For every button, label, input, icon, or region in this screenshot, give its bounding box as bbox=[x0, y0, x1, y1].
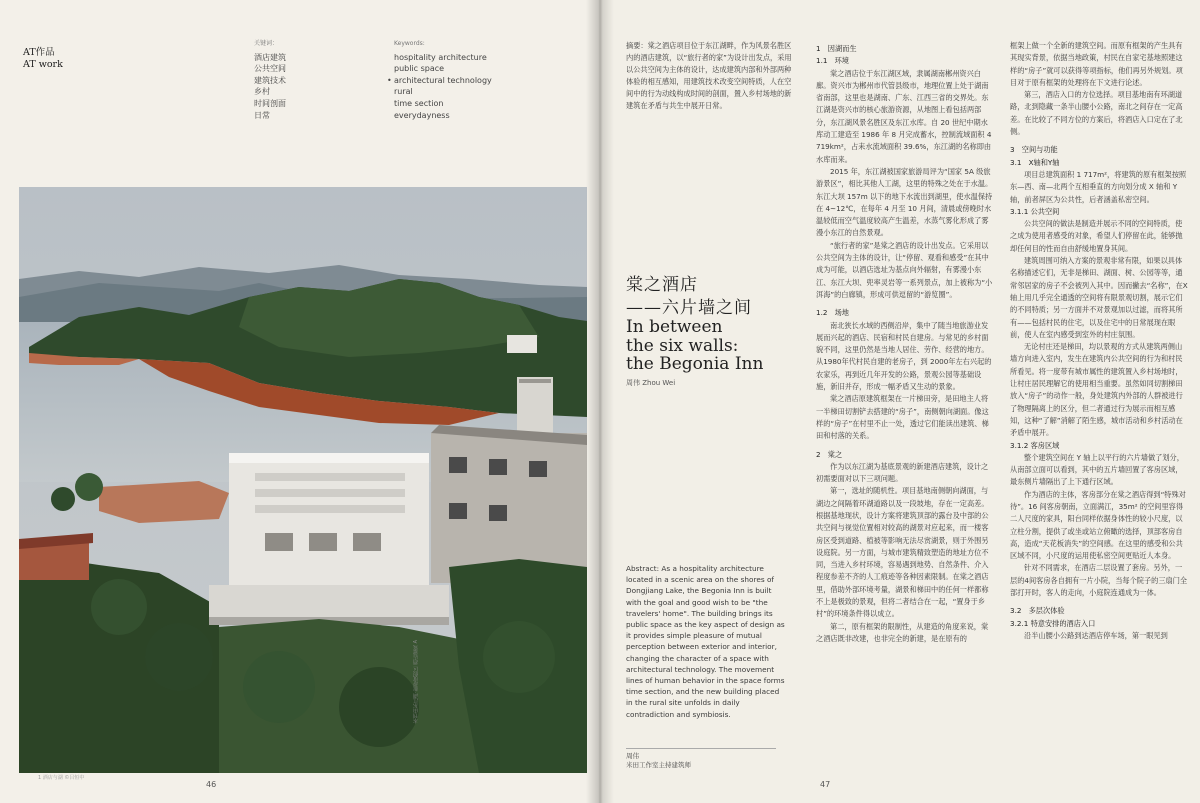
photo-caption: 1 酒店与湖 ©吕恒中 bbox=[38, 775, 85, 781]
body-paragraph: 第二，原有框架的限制性，从建造的角度来说，棠之酒店既非改建，也非完全的新建，是在原有的 bbox=[816, 621, 989, 643]
section-label-cn: AT作品 bbox=[23, 47, 55, 58]
author-bio bbox=[626, 748, 776, 770]
page-number-right: 47 bbox=[820, 780, 831, 789]
photo-side-caption: 本刊由东江湖·旅游度假区 酒店建筑 A bbox=[413, 640, 419, 724]
subsection-heading: 1.1 环境 bbox=[816, 56, 849, 66]
body-column-2 bbox=[1010, 40, 1188, 642]
lake-village-illustration bbox=[19, 187, 587, 773]
keyword-en-text: hospitality architecture bbox=[394, 52, 487, 62]
abstract-en: Abstract: As a hospitality architecture located in a scenic area on the shores of Dongjiang Lake, the Begonia Inn is built with the goal and good wish to be "the travelers' home". The building brings its public space as the key aspect of design as it provides simple pleasure of mutual perception between exterior and interior, changing the character of a space with architectural technology. The movement lines of human behavior in the space forms time section, and the new building placed in the rural site unfolds in daily contradiction and symbiosis. bbox=[626, 564, 785, 719]
keyword-en bbox=[394, 98, 492, 110]
body-column-1 bbox=[816, 40, 994, 645]
right-page bbox=[598, 0, 1200, 803]
title-cn-line-1: 棠之酒店 bbox=[626, 275, 698, 295]
keyword-en bbox=[387, 75, 492, 87]
section-heading: 3 空间与功能 bbox=[1010, 145, 1058, 155]
keyword-cn: 时间剖面 bbox=[254, 98, 286, 108]
left-page bbox=[0, 0, 598, 803]
bio-name: 周伟 bbox=[626, 752, 639, 760]
keyword-en bbox=[394, 110, 492, 122]
hero-photo bbox=[19, 187, 587, 773]
keyword-cn: 乡村 bbox=[254, 87, 270, 97]
keyword-en bbox=[394, 86, 492, 98]
title-en-line-2: the six walls: bbox=[626, 335, 739, 356]
keyword-cn: 建筑技术 bbox=[254, 75, 286, 85]
abstract-cn: 摘要：棠之酒店项目位于东江湖畔，作为风景名胜区内的酒店建筑，以“旅行者的家”为设计出发点，采用以公共空间为主体的设计，达成建筑内部和外部两种体验的相互感知，用建筑技术改变空间特质，人在空间中的行为动线构成时间的剖面，置入乡村场地的新建筑在矛盾与共生中展开日常。 bbox=[626, 41, 792, 110]
keywords-en-label: Keywords: bbox=[394, 40, 425, 47]
subsection-heading: 3.1.2 客房区域 bbox=[1010, 440, 1060, 450]
section-label-en: AT work bbox=[23, 59, 63, 70]
subsection-heading: 3.2 多层次体验 bbox=[1010, 606, 1065, 616]
keywords-en bbox=[387, 38, 492, 121]
title-en-line-3: the Begonia Inn bbox=[626, 354, 764, 374]
keywords-cn bbox=[254, 38, 286, 121]
keyword-en bbox=[394, 63, 492, 75]
body-paragraph: “旅行者的家”是棠之酒店的设计出发点。它采用以公共空间为主体的设计，让“停留、观看和感受”在其中成为可能，以酒店选址为基点向外辐射，有雾漫小东江、东江大坝、兜率灵岩等一系列景点，加上被称为“小洱海”的白廊镇，形成可供逗留的“游览圈”。 bbox=[816, 240, 993, 299]
author-byline: 周伟 Zhou Wei bbox=[626, 379, 676, 387]
keyword-en-text: everydayness bbox=[394, 110, 450, 120]
section-heading: 2 棠之 bbox=[816, 449, 843, 459]
keyword-en-text: rural bbox=[394, 87, 413, 97]
section-label bbox=[23, 47, 63, 71]
keyword-cn: 公共空间 bbox=[254, 64, 286, 74]
body-paragraph: 2015 年，东江湖被国家旅游局评为“国家 5A 级旅游景区”，相比其他人工湖，这里的特殊之处在于水温。东江大坝 157m 以下的地下水流出到湖里，使水温保持在 4~12℃，在每年 4 月至 10 月间，清晨或傍晚时水温较低而空气温度较高产生温差，水蒸气雾化形成了雾漫小东江的自然景观。 bbox=[816, 166, 993, 238]
page-number-left: 46 bbox=[206, 780, 217, 789]
section-heading: 1 因湖而生 bbox=[816, 44, 857, 53]
subsection-heading: 3.2.1 特意安排的酒店入口 bbox=[1010, 618, 1096, 628]
keyword-cn: 日常 bbox=[254, 110, 270, 120]
body-paragraph: 整个建筑空间在 Y 轴上以平行的六片墙做了划分，从南部立面可以看到，其中的五片墙回置了客房区域，最东侧片墙隔出了上下通行区域。 bbox=[1010, 452, 1184, 487]
body-paragraph: 作为酒店的主体，客房部分在棠之酒店得到“特殊对待”。16 间客房朝南，立面满江，35m² 的空间里容得二人尺度的家具，阳台同样依据身体性的较小尺度，以立柱分割，提供了或坐或站立俯瞰的选择，顶部客房自高，造成“天花板消失”的空间感。在这里的感受和公共区域不同，小尺度的运用使私密空间更贴近人本身。 bbox=[1010, 489, 1186, 561]
title-en-line-1: In between bbox=[626, 317, 723, 337]
body-paragraph: 棠之酒店原建筑框架在一片梯田旁，是田地主人将一半梯田切割铲去搭建的“房子”，南侧朝向湖面。像这样的“房子”在村里不止一处，透过它们能读出建筑、梯田和村落的关系。 bbox=[816, 394, 989, 441]
body-paragraph: 棠之酒店位于东江湖区域，隶属湖南郴州资兴白廊。资兴市为郴州市代管县级市，地理位置上处于湖南省南部，这里也是湖南、广东、江西三省的交界处。东江湖是资兴市的核心旅游资源，从地图上看包括两部分，东江湖风景名胜区及东江水库。自 20 世纪中期水库动工建造至 1986 年 8 月完成蓄水，控制流域面积 4 719km²，占耒水流域面积 39.6%，东江湖的名称即由水库而来。 bbox=[816, 68, 992, 164]
body-paragraph: 第三，酒店入口的方位选择。项目基地南有环湖道路，北到隐藏一条半山腰小公路，南北之间存在一定高差。在比较了不同方位的方案后，将酒店入口定在了北侧。 bbox=[1010, 90, 1183, 137]
body-paragraph: 无论村庄还是梯田，均以景观的方式从建筑两侧山墙方向进入室内，发生在建筑内公共空间的行为和村民所看见。将一度带有城市属性的建筑置入乡村场地时，让村庄居民理解它的使用相当重要。虽然如同切割梯田放入“房子”的动作一般，身处建筑内外部的人群被进行了物理隔离上的区分，但二者通过行为展示而相互感知，这种“了解”消解了陌生感，城市活动和乡村活动在矛盾中展开。 bbox=[1010, 342, 1183, 438]
keyword-en bbox=[394, 52, 492, 64]
keyword-bullet: • bbox=[387, 75, 392, 85]
keyword-en-text: public space bbox=[394, 64, 445, 74]
body-paragraph: 第一，选址的随机性。项目基地南侧朝向湖面，与湖边之间隔着环湖道路以及一段坡地，存在一定高差。根据基地现状，设计方案将建筑顶部的露台及中部的公共空间与视觉位置相对较高的湖景对应起来，而一楼客房区受到道路、植被等影响无法尽赏湖景，则于外围另设庭院。另一方面，与城市建筑精致塑造的地址方位不同，当进入乡村环境，容易遇到地势、自然条件、介入程度参差不齐的人工痕迹等各种因素限制。在棠之酒店里，借助外部环境考量，湖景和梯田中的任何一样都称不上是极致的景观，但将二者结合在一起，“置身于乡村”的环境条件得以成立。 bbox=[816, 486, 989, 619]
bio-divider bbox=[626, 748, 776, 749]
body-paragraph: 框架上做一个全新的建筑空间。而原有框架的产生具有其现实背景，依据当地政策，村民在自家宅基地照建这样的“房子”就可以获得等项指标，他们再另外规划。项目对于原有框架的处理将在下文进行论述。 bbox=[1010, 41, 1183, 87]
keywords-cn-label: 关键词： bbox=[254, 40, 279, 47]
body-paragraph: 建筑周围可纳入方案的景观非常有限，如果以具体名称描述它们，无非是梯田、湖面、树、公园等等，通常邻居家的房子不会被列入其中。因而撇去“名称”，在X轴上用几乎完全通透的空间将有限景观切割，展示它们的不同特质；另一方面并不对景观加以过滤，而将其所有——包括村民的住宅，以及住宅中的日常展现在眼前，使人在室内感受到室外的村庄氛围。 bbox=[1010, 256, 1188, 339]
body-paragraph: 针对不同需求，在酒店二层设置了套房。另外，一层的4间客房各自拥有一片小院，当每个院子的三扇门全部打开时，客人的走向，小庭院连通成为一体。 bbox=[1010, 563, 1188, 598]
keyword-cn: 酒店建筑 bbox=[254, 52, 286, 62]
title-cn-line-2: ——六片墙之间 bbox=[626, 298, 752, 318]
body-paragraph: 公共空间的做法是制造并展示不同的空间特质，使之成为使用者感受的对象，希望人们停留在此，能够抛却任何目的性而自由舒缓地置身其间。 bbox=[1010, 219, 1183, 253]
keyword-en-text: architectural technology bbox=[394, 75, 492, 85]
article-title-en bbox=[626, 318, 763, 374]
keyword-en-text: time section bbox=[394, 98, 444, 108]
body-paragraph: 项目总建筑面积 1 717m²，将建筑的原有框架按照东—西、南—北两个互相垂直的方向划分成 X 轴和 Y 轴，前者屏区为公共性，后者涵盖私密空间。 bbox=[1010, 169, 1187, 204]
page-gutter-shadow bbox=[586, 0, 614, 803]
body-paragraph: 作为以东江湖为基底景观的新建酒店建筑，设计之初需要面对以下三项问题。 bbox=[816, 461, 989, 484]
body-paragraph: 南北狭长水域的西侧沿岸，集中了随当地旅游业发展而兴起的酒店、民宿和村民自建房。与常见的乡村面貌不同，这里仍然是当地人居住、劳作、经营的地方。从1980年代村民自建的老房子，到 2000年左右兴起的农家乐，再到近几年开发的公路，景观公园等基础设施，新旧并存，形成一幅矛盾又生动的景象。 bbox=[816, 320, 992, 392]
bio-text: 米田工作室主持建筑师 bbox=[626, 761, 691, 769]
subsection-heading: 3.1.1 公共空间 bbox=[1010, 206, 1060, 216]
subsection-heading: 3.1 X轴和Y轴 bbox=[1010, 157, 1060, 167]
body-paragraph: 沿半山腰小公路到达酒店停车场，第一眼见到 bbox=[1024, 630, 1168, 640]
article-title-cn bbox=[626, 274, 752, 320]
subsection-heading: 1.2 场地 bbox=[816, 308, 849, 318]
